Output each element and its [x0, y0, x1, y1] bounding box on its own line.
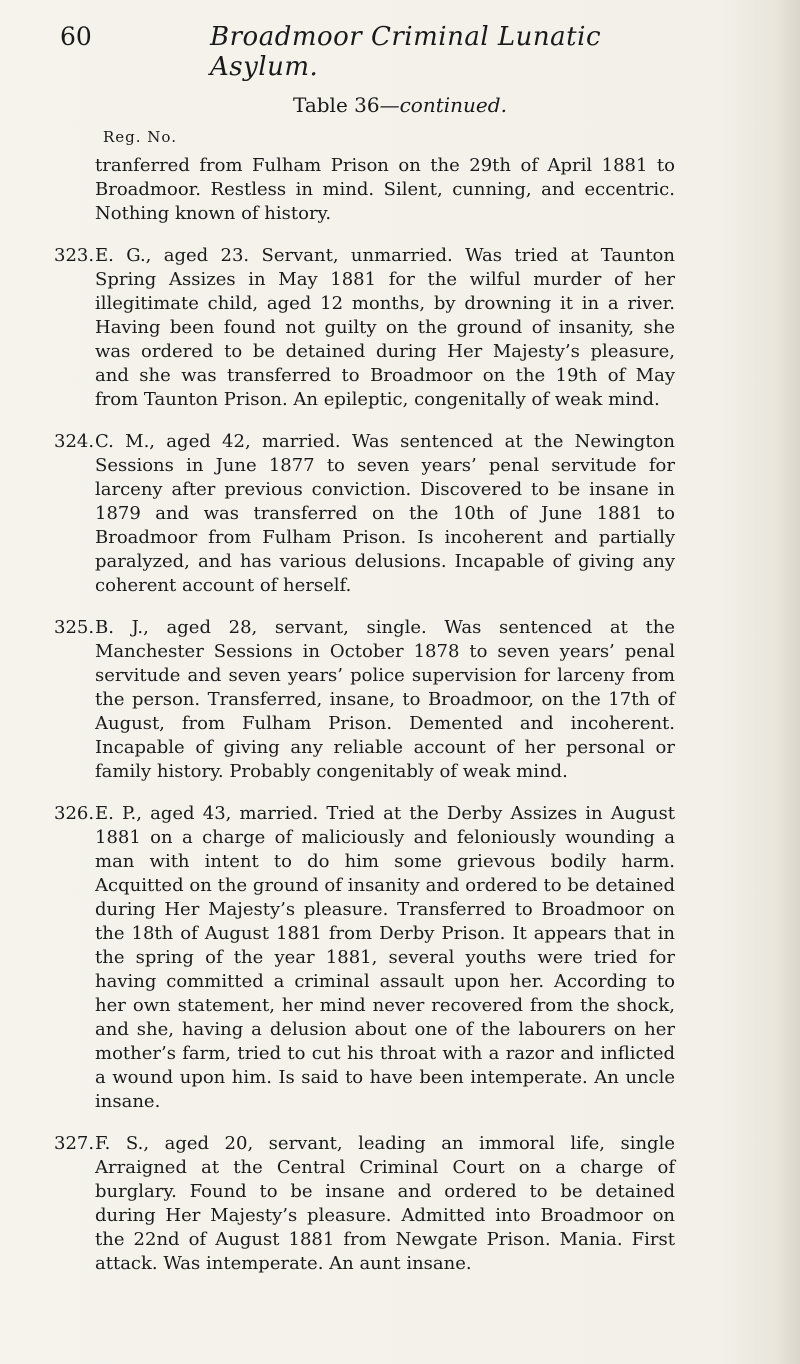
- table-title-continued: —continued.: [379, 93, 507, 117]
- entry-text: B. J., aged 28, servant, single. Was sentenced at the Manchester Sessions in October 1878 to seven years’ penal servitude and seven years’ police supervision for larceny from the person. Transferred, insane, to Broadmoor, on the 17th of August, from Fulham Prison. Demented and incoherent. Incapable of giving any reliable account of her personal or family history. Probably congenitably of weak mind.: [95, 617, 675, 782]
- entry-323: [54, 244, 675, 412]
- table-title: Table 36: [293, 93, 380, 117]
- page-number: 60: [60, 22, 92, 51]
- continuation-paragraph: tranferred from Fulham Prison on the 29th of April 1881 to Broadmoor. Restless in mind. Silent, cunning, and eccentric. Nothing known of history.: [95, 155, 675, 224]
- entry-text: F. S., aged 20, servant, leading an immoral life, single Arraigned at the Central Criminal Court on a charge of burglary. Found to be insane and ordered to be detained during Her Majesty’s pleasure. Admitted into Broadmoor on the 22nd of August 1881 from Newgate Prison. Mania. First attack. Was intemperate. An aunt insane.: [95, 1133, 675, 1274]
- entry-number: 323.: [54, 245, 95, 266]
- reg-no-label: Reg. No.: [103, 128, 177, 146]
- entry-325: [54, 616, 675, 784]
- body-text: [54, 154, 675, 1276]
- entry-text: C. M., aged 42, married. Was sentenced at the Newington Sessions in June 1877 to seven years’ penal servitude for larceny after previous conviction. Discovered to be insane in 1879 and was transferred on the 10th of June 1881 to Broadmoor from Fulham Prison. Is incoherent and partially paralyzed, and has various delusions. Incapable of giving any coherent account of herself.: [95, 431, 675, 596]
- running-title: Broadmoor Criminal Lunatic Asylum.: [210, 22, 602, 82]
- entry-number: 324.: [54, 431, 95, 452]
- entry-text: E. P., aged 43, married. Tried at the Derby Assizes in August 1881 on a charge of maliciously and feloniously wounding a man with intent to do him some grievous bodily harm. Acquitted on the ground of insanity and ordered to be detained during Her Majesty’s pleasure. Transferred to Broadmoor on the 18th of August 1881 from Derby Prison. It appears that in the spring of the year 1881, several youths were tried for having committed a criminal assault upon her. According to her own statement, her mind never recovered from the shock, and she, having a delusion about one of the labourers on her mother’s farm, tried to cut his throat with a razor and inflicted a wound upon him. Is said to have been intemperate. An uncle insane.: [95, 803, 675, 1112]
- entry-text: E. G., aged 23. Servant, unmarried. Was tried at Taunton Spring Assizes in May 1881 for the wilful murder of her illegitimate child, aged 12 months, by drowning it in a river. Having been found not guilty on the ground of insanity, she was ordered to be detained during Her Majesty’s pleasure, and she was transferred to Broadmoor on the 19th of May from Taunton Prison. An epileptic, congenitally of weak mind.: [95, 245, 675, 410]
- entry-327: [54, 1132, 675, 1276]
- entry-number: 325.: [54, 617, 95, 638]
- running-head: [60, 22, 660, 82]
- entry-number: 327.: [54, 1133, 95, 1154]
- entry-324: [54, 430, 675, 598]
- table-heading: [0, 93, 800, 117]
- entry-326: [54, 802, 675, 1114]
- entry-number: 326.: [54, 803, 95, 824]
